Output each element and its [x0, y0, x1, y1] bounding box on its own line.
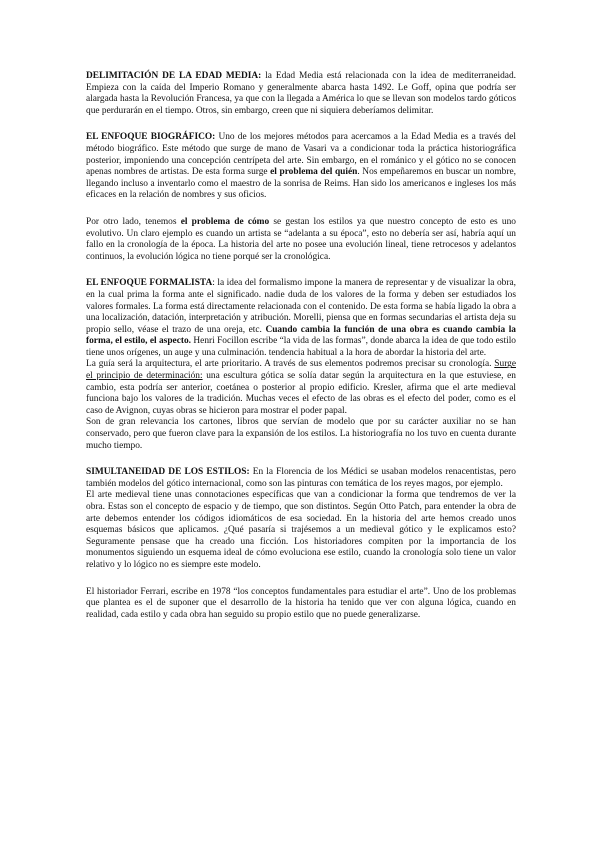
- section-como: [86, 217, 516, 263]
- document-page: [86, 71, 516, 636]
- section-heading: DELIMITACIÓN DE LA EDAD MEDIA:: [86, 71, 262, 81]
- paragraph: [86, 217, 516, 263]
- paragraph: El arte medieval tiene unas connotaciones específicas que van a condicionar la forma que tendremos de ver la obra. Estas son el concepto de espacio y de tiempo, que son distintos. Según Otto Patch, para entender la obra de arte debemos entender los códigos idiomáticos de esa sociedad. En la historia del arte hemos creado unos esquemas básicos que aplicamos. ¿Qué pasaría si trajésemos a un medieval gótico y le explicamos esto? Seguramente pensase que ha creado una ficción. Los historiadores compiten por la importancia de los monumentos siguiendo un esquema ideal de cómo evoluciona ese estilo, cuando la cronología solo tiene un valor relativo y lo lógico no es siempre este modelo.: [86, 490, 516, 570]
- paragraph: [86, 71, 516, 117]
- section-heading: EL ENFOQUE FORMALISTA: [86, 278, 213, 289]
- paragraph-text: . Nos empeñaremos en buscar un nombre, llegando incluso a inventarlo como el maestro de la sonrisa de Reims. Han sido los americanos e ingleses los más eficaces en la relación de nombres y sus oficios.: [86, 167, 516, 201]
- section-heading: SIMULTANEIDAD DE LOS ESTILOS:: [86, 467, 250, 478]
- paragraph-text: una escultura gótica se solía datar según la arquitectura en la que estuviese, en cambio, esta podría ser anterior, coetánea o posterior al propio edificio. Kresler, afirma que el arte medieval funciona bajo los valores de la tradición. Muchas veces el efecto de las obras es el efecto del poder, como es el caso de Avignon, cuyas obras se hicieron para mostrar el poder papal.: [86, 371, 516, 416]
- section-delimitacion: [86, 71, 516, 117]
- bold-phrase: el problema de cómo: [180, 216, 270, 227]
- paragraph-text: La guía será la arquitectura, el arte prioritario. A través de sus elementos podremos precisar su cronología.: [86, 359, 495, 370]
- paragraph-text: En la Florencia de los Médici se usaban modelos renacentistas, pero también modelos del gótico internacional, como son las pinturas con temática de los reyes magos, por ejemplo.: [86, 467, 516, 489]
- underlined-phrase: Surge el principio de determinación:: [86, 359, 516, 382]
- section-biografico: [86, 132, 516, 202]
- section-ferrari: [86, 587, 516, 622]
- paragraph: [86, 359, 516, 417]
- paragraph: [86, 132, 516, 202]
- paragraph-text: : la idea del formalismo impone la manera de representar y de visualizar la obra, en la cual prima la forma ante el significado. nadie duda de los valores de la forma y deben ser estudiados los valores formales. La forma está directamente relacionada con el contenido. De esta forma se había ligado la obra a una localización, datación, interpretación y atribución. Morelli, piensa que en formas secundarias el artista deja su propio sello, véase el trazo de una oreja, etc.: [86, 278, 516, 335]
- paragraph-text: se gestan los estilos ya que nuestro concepto de esto es uno evolutivo. Un claro ejemplo es cuando un artista se “adelanta a su época”, esto no debería ser así, habría aquí un fallo en la cronología de la época. La historia del arte no posee una evolución lineal, tiene retrocesos y adelantos continuos, la evolución lógica no tiene porqué ser la cronológica.: [86, 216, 516, 262]
- paragraph: [86, 467, 516, 490]
- paragraph: Son de gran relevancia los cartones, libros que servían de modelo que por su carácter auxiliar no se han conservado, pero que fueron clave para la expansión de los estilos. La historiografía no los tuvo en cuenta durante mucho tiempo.: [86, 417, 516, 451]
- section-formalista: [86, 278, 516, 452]
- bold-phrase: el problema del quién: [270, 167, 358, 178]
- section-simultaneidad: [86, 467, 516, 571]
- paragraph: [86, 278, 516, 359]
- paragraph-text: Por otro lado, tenemos: [86, 216, 181, 227]
- paragraph-text: Uno de los mejores métodos para acercamos a la Edad Media es a través del método biográfico. Este método que surge de mano de Vasari va a condicionar toda la práctica historiográfica posterior, imponiendo una concepción centrípeta del arte. Sin embargo, en el románico y el gótico no se conocen apenas nombres de artistas. De esta forma surge: [86, 132, 517, 178]
- section-heading: EL ENFOQUE BIOGRÁFICO:: [86, 132, 216, 143]
- paragraph-text: la Edad Media está relacionada con la idea de mediterraneidad. Empieza con la caída del Imperio Romano y generalmente abarca hasta 1492. Le Goff, opina que podría ser alargada hasta la Revolución Francesa, ya que con la llegada a América lo que se llevan son modelos tardo góticos que perdurarán en el tiempo. Otros, sin embargo, creen que ni siquiera deberíamos delimitar.: [86, 71, 516, 116]
- bold-phrase: Cuando cambia la función de una obra es cuando cambia la forma, el estilo, el aspecto.: [86, 324, 516, 347]
- paragraph: El historiador Ferrari, escribe en 1978 “los conceptos fundamentales para estudiar el arte”. Uno de los problemas que plantea es el de suponer que el desarrollo de la historia ha tenido que ver con alguna lógica, cuando en realidad, cada estilo y cada obra han seguido su propio estilo que no puede generalizarse.: [86, 586, 516, 620]
- paragraph-text: Henri Focillon escribe “la vida de las formas”, donde abarca la idea de que todo estilo tiene unos orígenes, un auge y una culminación. tendencia habitual a la hora de abordar la historia del arte.: [86, 336, 516, 358]
